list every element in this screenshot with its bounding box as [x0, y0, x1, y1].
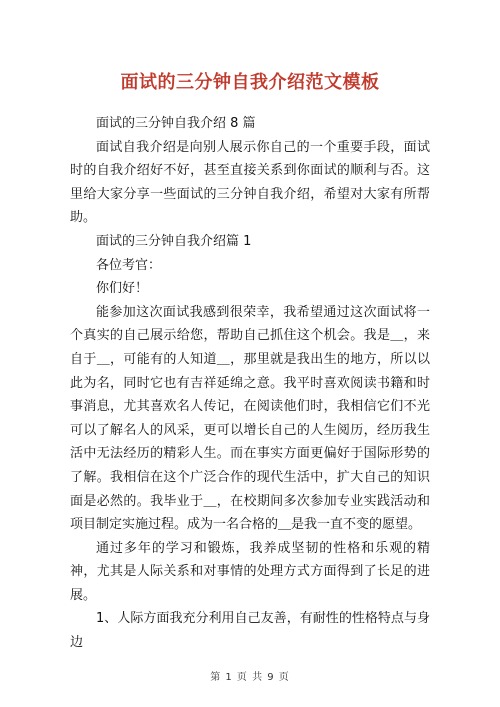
paragraph-intro-heading: 面试的三分钟自我介绍 8 篇: [96, 116, 256, 131]
paragraph-growth: 通过多年的学习和锻炼，我养成坚韧的性格和乐观的精神，尤其是人际关系和对事情的处理方式方面得到了长足的进展。: [70, 540, 430, 603]
document-body: [70, 112, 430, 655]
paragraph-section-heading: 面试的三分钟自我介绍篇 1: [96, 233, 252, 249]
page-footer: 第 1 页 共 9 页: [210, 672, 290, 683]
paragraph-main: 能参加这次面试我感到很荣幸，我希望通过这次面试将一个真实的自己展示给您，帮助自己抓住这个机会。我是＿，来自于＿，可能有的人知道＿，那里就是我出生的地方，所以以此为名，同时它也有吉祥延绵之意。我平时喜欢阅读书籍和时事消息，尤其喜欢名人传记，在阅读他们时，我相信它们不光可以了解名人的风采，更可以增长自己的人生阅历，经历我生活中无法经历的精彩人生。而在事实方面更偏好于国际形势的了解。我相信在这个广泛合作的现代生活中，扩大自己的知识面是必然的。我毕业于＿，在校期间多次参加专业实践活动和项目制定实施过程。成为一名合格的＿是我一直不变的愿望。: [70, 304, 430, 533]
paragraph-intro: 面试自我介绍是向别人展示你自己的一个重要手段，面试时的自我介绍好不好，甚至直接关系到你面试的顺利与否。这里给大家分享一些面试的三分钟自我介绍，希望对大家有所帮助。: [70, 139, 430, 226]
paragraph-hello: 你们好！: [96, 281, 149, 297]
paragraph-interpersonal: 1、人际方面我充分利用自己友善，有耐性的性格特点与身边: [70, 611, 430, 651]
paragraph-greeting: 各位考官：: [96, 257, 162, 273]
document-title: 面试的三分钟自我介绍范文模板: [120, 72, 380, 93]
